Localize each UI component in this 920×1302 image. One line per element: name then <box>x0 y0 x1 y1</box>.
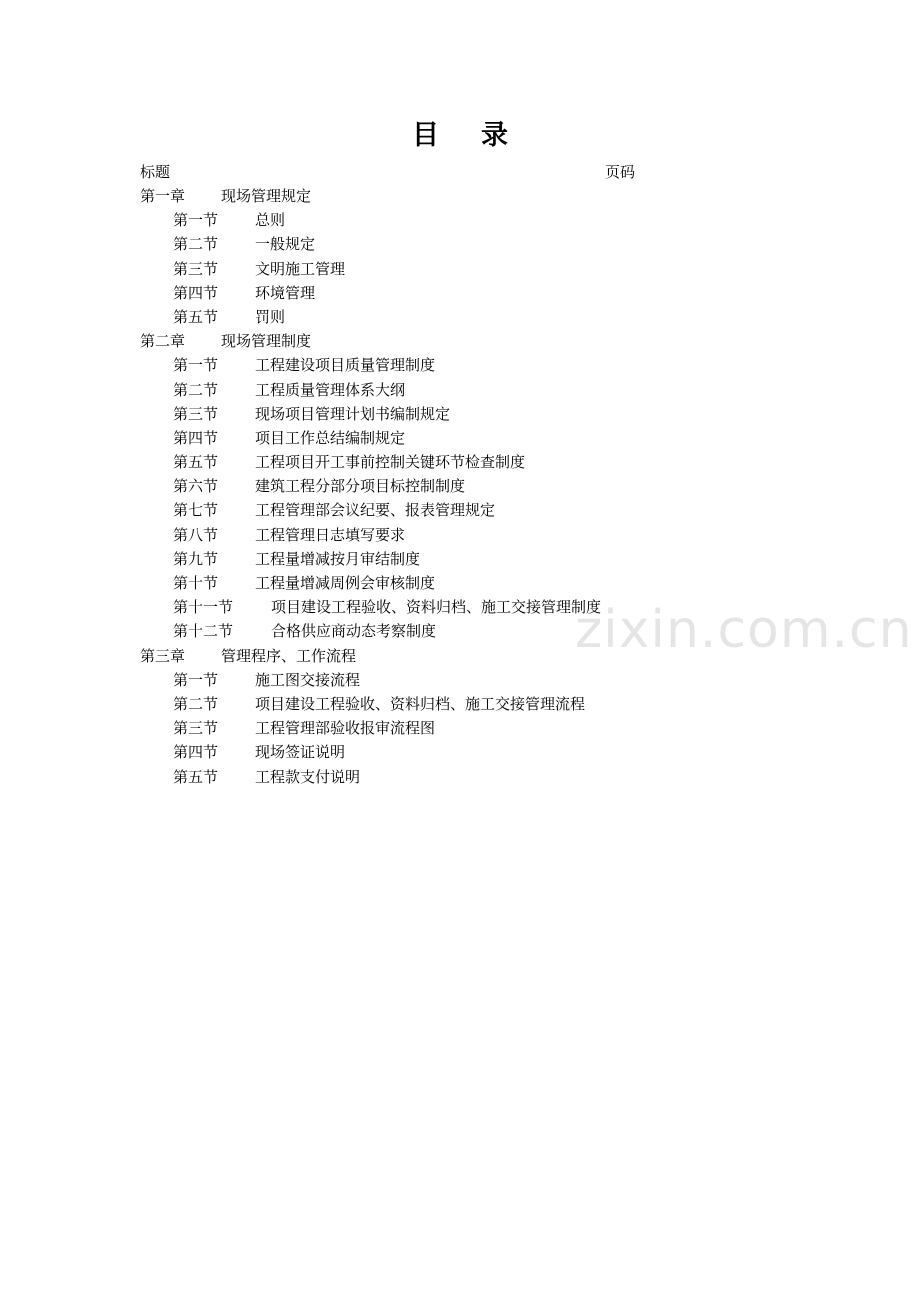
chapter-title: 管理程序、工作流程 <box>221 646 357 665</box>
page-title-char-2: 录 <box>481 120 508 151</box>
toc-section-row <box>140 668 760 692</box>
toc-section-row <box>140 402 760 426</box>
section-title: 工程管理部验收报审流程图 <box>255 719 436 738</box>
toc-section-row <box>140 450 760 474</box>
section-title: 工程量增减按月审结制度 <box>255 549 421 568</box>
section-number: 第一节 <box>173 670 219 689</box>
section-number: 第四节 <box>173 428 219 447</box>
toc-section-row <box>140 281 760 305</box>
toc-header-title-label: 标题 <box>140 163 171 181</box>
section-number: 第十节 <box>173 574 219 592</box>
toc-section-row <box>140 692 760 716</box>
section-number: 第七节 <box>173 501 219 520</box>
toc-section-row <box>140 426 760 450</box>
section-number: 第六节 <box>173 477 219 496</box>
toc-section-row <box>140 571 760 595</box>
section-title: 合格供应商动态考察制度 <box>271 622 437 641</box>
section-number: 第四节 <box>173 283 219 302</box>
section-title: 工程量增减周例会审核制度 <box>255 574 436 592</box>
section-title: 建筑工程分部分项目标控制制度 <box>255 477 466 496</box>
table-of-contents <box>140 184 760 789</box>
chapter-number: 第三章 <box>140 646 186 665</box>
section-number: 第四节 <box>173 743 219 762</box>
section-title: 工程建设项目质量管理制度 <box>255 356 436 375</box>
section-number: 第十二节 <box>173 622 234 641</box>
page-title-char-1: 目 <box>412 120 439 151</box>
section-number: 第五节 <box>173 453 219 472</box>
section-title: 施工图交接流程 <box>255 670 361 689</box>
toc-section-row <box>140 716 760 740</box>
toc-section-row <box>140 232 760 256</box>
toc-section-row <box>140 765 760 789</box>
toc-section-row <box>140 353 760 377</box>
section-title: 一般规定 <box>255 235 316 254</box>
section-title: 项目工作总结编制规定 <box>255 428 406 447</box>
section-title: 工程管理日志填写要求 <box>255 525 406 544</box>
section-number: 第二节 <box>173 235 219 254</box>
section-number: 第一节 <box>173 356 219 375</box>
toc-header-page-label: 页码 <box>604 163 635 181</box>
toc-section-row <box>140 740 760 764</box>
section-title: 工程款支付说明 <box>255 767 361 786</box>
chapter-title: 现场管理规定 <box>221 187 312 205</box>
section-title: 工程项目开工事前控制关键环节检查制度 <box>255 453 526 472</box>
toc-section-row <box>140 378 760 402</box>
chapter-title: 现场管理制度 <box>221 332 312 351</box>
section-title: 项目建设工程验收、资料归档、施工交接管理制度 <box>271 598 602 617</box>
section-number: 第二节 <box>173 694 219 713</box>
section-number: 第三节 <box>173 719 219 738</box>
section-title: 现场签证说明 <box>255 743 346 762</box>
section-title: 环境管理 <box>255 283 316 302</box>
section-number: 第三节 <box>173 404 219 423</box>
section-number: 第八节 <box>173 525 219 544</box>
section-number: 第五节 <box>173 307 219 326</box>
toc-header <box>140 160 635 184</box>
toc-chapter-row <box>140 329 760 353</box>
section-number: 第二节 <box>173 380 219 399</box>
toc-section-row <box>140 305 760 329</box>
section-number: 第一节 <box>173 211 219 230</box>
toc-section-row <box>140 257 760 281</box>
toc-section-row <box>140 498 760 522</box>
chapter-number: 第一章 <box>140 187 186 205</box>
watermark: zixin.com.cn <box>575 600 913 660</box>
toc-chapter-row <box>140 184 760 208</box>
toc-section-row <box>140 523 760 547</box>
toc-section-row <box>140 474 760 498</box>
chapter-number: 第二章 <box>140 332 186 351</box>
toc-section-row <box>140 208 760 232</box>
section-number: 第九节 <box>173 549 219 568</box>
section-title: 工程质量管理体系大纲 <box>255 380 406 399</box>
section-number: 第三节 <box>173 259 219 278</box>
section-title: 文明施工管理 <box>255 259 346 278</box>
section-title: 项目建设工程验收、资料归档、施工交接管理流程 <box>255 694 586 713</box>
section-title: 罚则 <box>255 307 286 326</box>
page-title <box>0 116 920 156</box>
section-title: 总则 <box>255 211 286 230</box>
section-number: 第五节 <box>173 767 219 786</box>
section-number: 第十一节 <box>173 598 234 617</box>
section-title: 工程管理部会议纪要、报表管理规定 <box>255 501 496 520</box>
toc-section-row <box>140 547 760 571</box>
section-title: 现场项目管理计划书编制规定 <box>255 404 451 423</box>
